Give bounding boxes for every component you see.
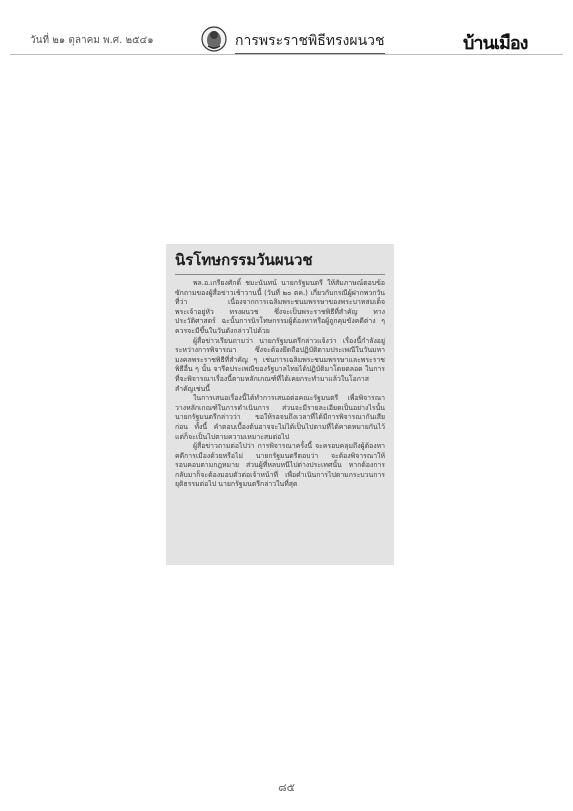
- newspaper-masthead: บ้านเมือง: [463, 33, 528, 54]
- article-paragraph: ผู้สื่อข่าวเรียนถามว่า นายกรัฐมนตรีกล่าวแจ้งว่า เรื่องนี้กำลังอยู่ระหว่างการพิจารณา ซึ่งจะต้องยึดถือปฏิบัติตามประเพณีในวันมหามงคลพระราชพิธีที่สำคัญ ๆ เช่นการเฉลิมพระชนมพรรษาและพระราชพิธีอื่น ๆ นั้น จารีตประเพณีของรัฐบาลไทยได้ปฏิบัติมาโดยตลอด ในการที่จะพิจารณาเรื่องนี้ตามหลักเกณฑ์ที่ได้เคยกระทำมาแล้วในโอกาสสำคัญเช่นนี้: [175, 336, 385, 393]
- page-header: [0, 26, 573, 52]
- header-date: วันที่ ๒๑ ตุลาคม พ.ศ. ๒๕๔๑: [30, 35, 154, 46]
- article-paragraph: ในการเสนอเรื่องนี้ได้ทำการเสนอต่อคณะรัฐมนตรี เพื่อพิจารณาวางหลักเกณฑ์ในการดำเนินการ ส่วนจะมีรายละเอียดเป็นอย่างไรนั้น นายกรัฐมนตรีกล่าวว่า ขอให้รอจนถึงเวลาที่ได้มีการพิจารณากันเสียก่อน ทั้งนี้ คำตอบเบื้องต้นอาจจะไม่ได้เป็นไปตามที่ได้คาดหมายกันไว้ แต่ก็จะเป็นไปตามความเหมาะสมต่อไป: [175, 394, 385, 441]
- page-number: ๘๕: [278, 781, 295, 794]
- royal-emblem-icon: [201, 26, 227, 52]
- newspaper-clipping: [166, 244, 394, 565]
- article-headline: นิรโทษกรรมวันผนวช: [175, 248, 385, 275]
- section-title: การพระราชพิธีทรงผนวช: [235, 30, 385, 54]
- article-paragraph: ผู้สื่อข่าวถามต่อไปว่า การพิจารณาครั้งนี้ จะครอบคลุมถึงผู้ต้องหาคดีการเมืองด้วยหรือไม่ นายกรัฐมนตรีตอบว่า จะต้องพิจารณาให้รอบคอบตามกฎหมาย ส่วนผู้ที่หลบหนีไปต่างประเทศนั้น หากต้องการกลับมาก็จะต้องมอบตัวต่อเจ้าหน้าที่ เพื่อดำเนินการไปตามกระบวนการยุติธรรมต่อไป นายกรัฐมนตรีกล่าวในที่สุด: [175, 442, 385, 489]
- article-paragraph: พล.อ.เกรียงศักดิ์ ชมะนันทน์ นายกรัฐมนตรี ให้สัมภาษณ์ตอบข้อซักถามของผู้สื่อข่าวเช้าวานนี้ (วันที่ ๒๐ ตค.) เกี่ยวกับกรณีผู้ฝากพวกวันที่ว่า เนื่องจากการเฉลิมพระชนมพรรษาของพระบาทสมเด็จพระเจ้าอยู่หัว ทรงผนวช ซึ่งจะเป็นพระราชพิธีที่สำคัญ ทางประวัติศาสตร์ ฉะนั้นการนิรโทษกรรมผู้ต้องหาหรือผู้ถูกคุมขังคดีต่าง ๆ ควรจะมีขึ้นในวันดังกล่าวไปด้วย: [175, 279, 385, 335]
- header-divider: [10, 54, 563, 55]
